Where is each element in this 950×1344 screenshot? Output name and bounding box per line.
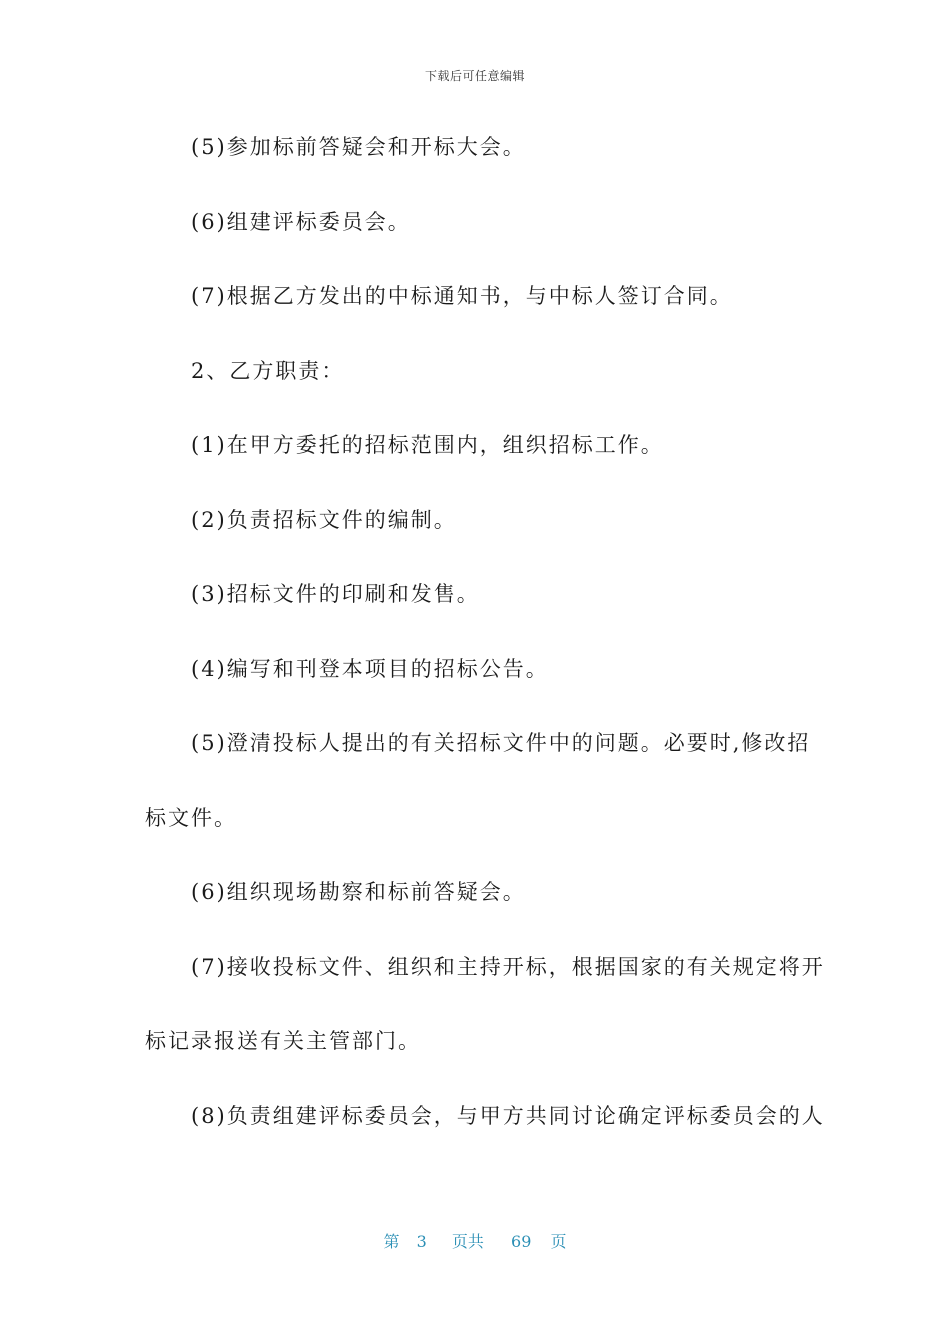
paragraph-line: (6)组建评标委员会。: [191, 209, 411, 234]
header-note: 下载后可任意编辑: [424, 69, 525, 83]
paragraph-line: (5)参加标前答疑会和开标大会。: [191, 135, 526, 159]
paragraph-line-continuation: 标文件。: [145, 805, 237, 830]
paragraph-line: (6)组织现场勘察和标前答疑会。: [191, 880, 526, 904]
total-page-number: 69: [511, 1232, 532, 1251]
current-page-number: 3: [416, 1232, 427, 1251]
paragraph-line: (7)根据乙方发出的中标通知书，与中标人签订合同。: [191, 284, 733, 308]
page-footer: [0, 1229, 950, 1252]
section-heading: 2、乙方职责：: [191, 358, 345, 383]
paragraph-line: (4)编写和刊登本项目的招标公告。: [191, 656, 549, 681]
paragraph-line: (2)负责招标文件的编制。: [191, 507, 457, 532]
paragraph-line-continuation: 标记录报送有关主管部门。: [145, 1029, 421, 1053]
paragraph-line: (7)接收投标文件、组织和主持开标，根据国家的有关规定将开: [191, 954, 825, 979]
page-label-suffix: 页: [550, 1232, 567, 1251]
page-label-prefix: 第: [383, 1232, 400, 1251]
document-body: [145, 128, 825, 1171]
paragraph-line: (3)招标文件的印刷和发售。: [191, 582, 480, 606]
page-label-mid: 页共: [451, 1232, 484, 1251]
paragraph-line: (1)在甲方委托的招标范围内，组织招标工作。: [191, 433, 664, 457]
paragraph-line: (8)负责组建评标委员会，与甲方共同讨论确定评标委员会的人: [191, 1103, 825, 1128]
paragraph-line: (5)澄清投标人提出的有关招标文件中的问题。必要时,修改招: [191, 731, 811, 755]
